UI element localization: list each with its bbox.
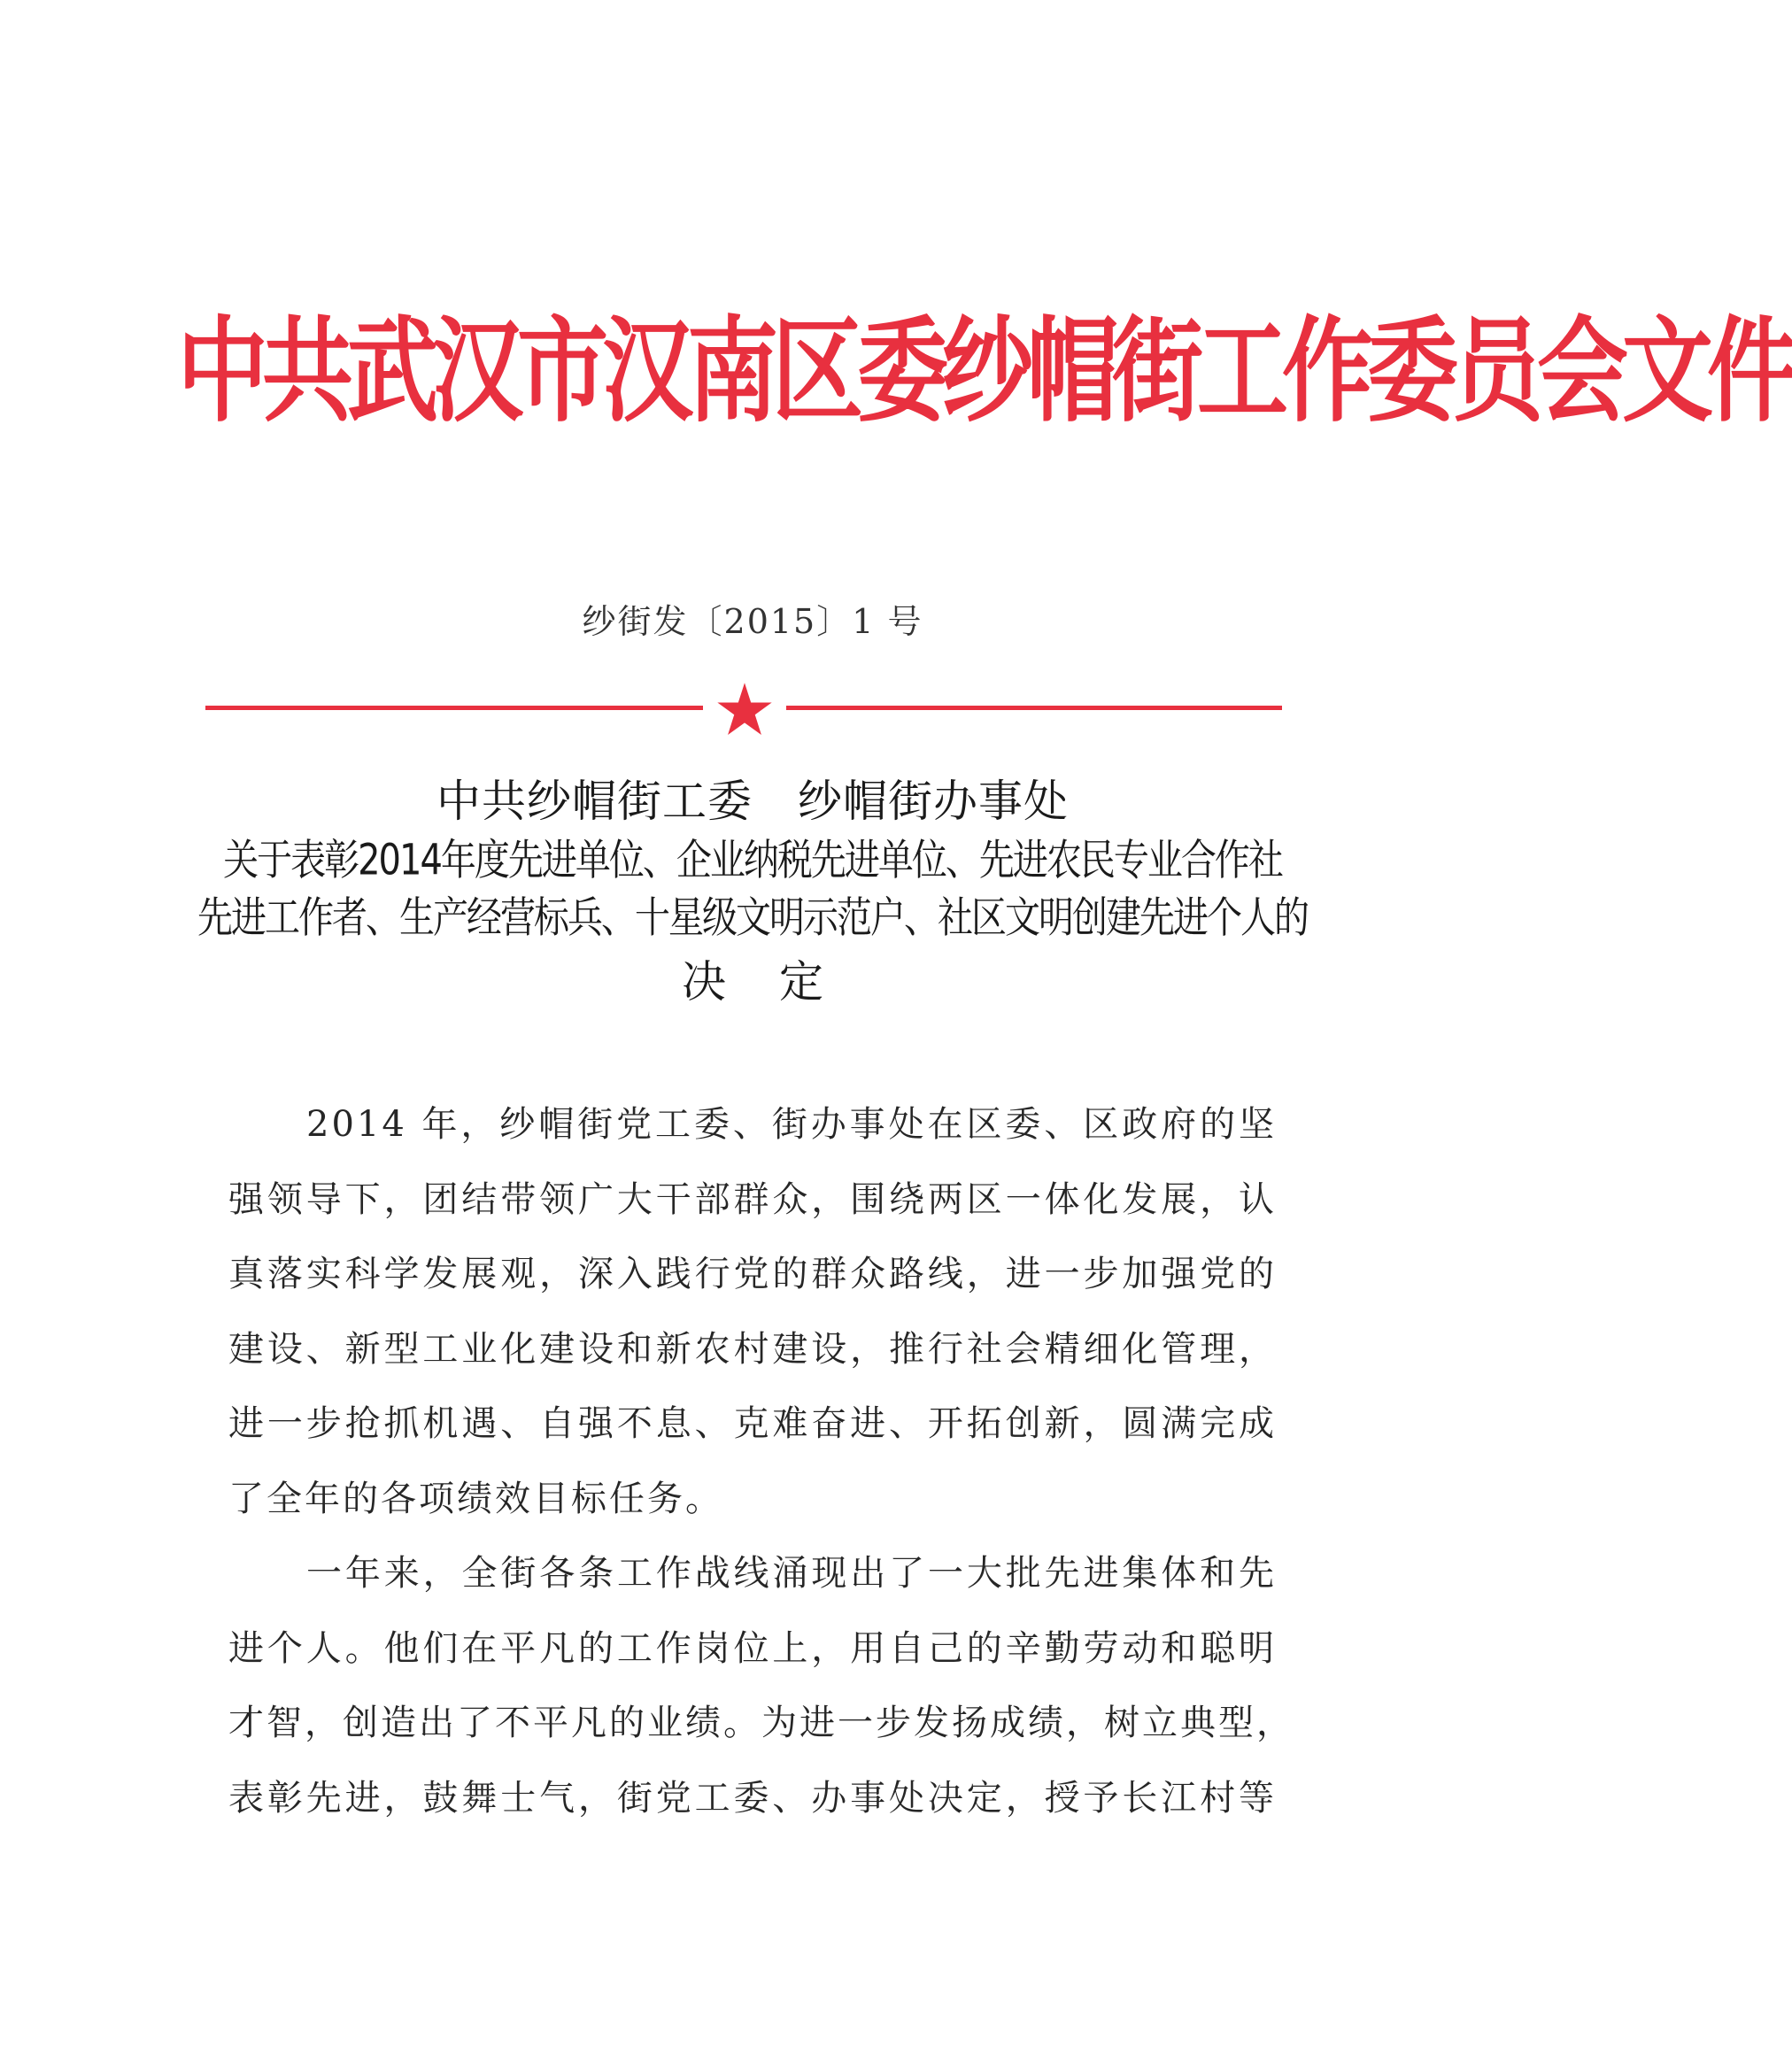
text-line: 了全年的各项绩效目标任务。 <box>228 1478 723 1519</box>
title-decision: 决定 <box>682 956 877 1008</box>
text-line: 强领导下，团结带领广大干部群众，围绕两区一体化发展，认 <box>228 1178 1277 1220</box>
text-line: 2014 年，纱帽街党工委、街办事处在区委、区政府的坚 <box>306 1104 1277 1145</box>
masthead-title: 中共武汉市汉南区委纱帽街工作委员会文件 <box>177 305 1792 438</box>
red-star-icon <box>714 682 776 737</box>
text-line: 真落实科学发展观，深入践行党的群众路线，进一步加强党的 <box>228 1254 1277 1294</box>
text-line: 进一步抢抓机遇、自强不息、克难奋进、开拓创新，圆满完成 <box>228 1403 1277 1444</box>
paragraph-1 <box>228 1098 1277 1547</box>
title-subject-line-1: 关于表彰2014年度先进单位、企业纳税先进单位、先进农民专业合作社 <box>223 836 1282 885</box>
decision-title <box>177 770 1328 1016</box>
red-rule-left <box>205 706 703 710</box>
red-rule-right <box>786 706 1282 710</box>
text-line: 一年来，全街各条工作战线涌现出了一大批先进集体和先 <box>306 1553 1277 1594</box>
title-subject-line-2: 先进工作者、生产经营标兵、十星级文明示范户、社区文明创建先进个人的 <box>197 893 1308 943</box>
title-issuers: 中共纱帽街工委 纱帽街办事处 <box>436 776 1069 827</box>
paragraph-2 <box>228 1547 1294 1846</box>
text-line: 才智，创造出了不平凡的业绩。为进一步发扬成绩，树立典型， <box>228 1703 1294 1743</box>
text-line: 进个人。他们在平凡的工作岗位上，用自己的辛勤劳动和聪明 <box>228 1627 1277 1669</box>
text-line: 建设、新型工业化建设和新农村建设，推行社会精细化管理， <box>228 1328 1277 1370</box>
document-number: 纱街发〔2015〕1 号 <box>582 602 923 641</box>
text-line: 表彰先进，鼓舞士气，街党工委、办事处决定，授予长江村等 <box>228 1777 1277 1819</box>
body-text <box>228 1098 1294 1846</box>
